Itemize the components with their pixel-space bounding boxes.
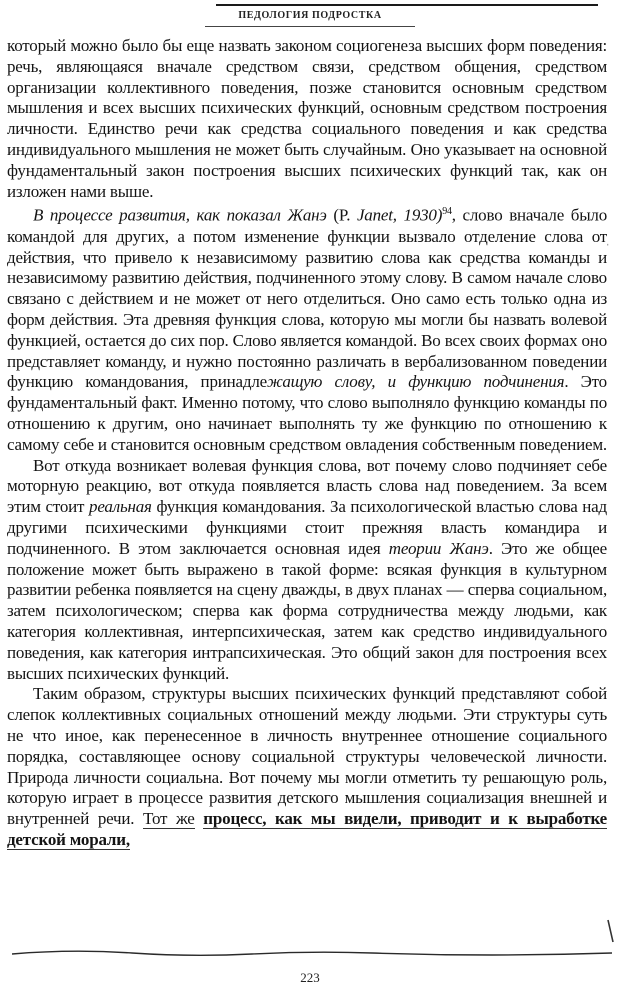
running-head-rule (205, 26, 415, 27)
italic-theory: теории Жанэ (388, 538, 489, 558)
top-rule (216, 4, 598, 6)
running-head: ПЕДОЛОГИЯ ПОДРОСТКА (238, 10, 382, 21)
underlined-phrase-1: Тот же (143, 809, 195, 829)
italic-mid: жащую слову, и функцию подчинения (266, 372, 565, 392)
italic-lead: В процессе развития, как показал Жанэ (33, 206, 327, 226)
body-text (7, 36, 607, 851)
paragraph-1-text: который можно было бы еще назвать законом социогенеза высших форм поведения: речь, являющаяся вначале средством связи, средством общения, средством организации коллективного поведения, позже становится основным средством мышления и всех высших психических функций, основным средством построения личности. Единство речи как средства социального поведения и как средства индивидуального мышления не может быть случайным. Оно указывает на основной фундаментальный закон построения высших психических функций так, как он изложен нами выше. (7, 36, 607, 201)
citation-open: (P. (326, 206, 357, 226)
pencil-tick-mark: ˈ (606, 242, 610, 254)
pencil-underline-wave (12, 948, 612, 962)
paragraph-2-part2: . Это фундаментальный факт. Именно потому, что слово выполняло функцию команды по отношению к другим, оно начинает выполнять ту же функцию по отношению к самому себе и становится основным средством овладения собственным поведением. (7, 372, 607, 454)
paragraph-4-part1: Таким образом, структуры высших психических функций представляют собой слепок коллективных социальных отношений между людьми. Эти структуры суть не что иное, как перенесенное в личность внутреннее отношение социального порядка, составляющее основу социальной структуры человеческой личности. Природа личности социальна. Вот почему мы могли отметить ту решающую роль, которую играет в процессе развития детского мышления социализация внешней и внутренней речи. (7, 684, 607, 829)
paragraph-3 (7, 456, 607, 685)
paragraph-1 (7, 36, 607, 202)
footnote-marker: 94 (442, 206, 452, 218)
italic-real: реальная (89, 497, 152, 517)
paragraph-2 (7, 202, 607, 455)
page-number: 223 (300, 970, 320, 985)
citation-italic: Janet, 1930) (356, 206, 443, 226)
underlined-phrase-2: процесс, как мы видели, приводит и к выработке детской морали, (7, 809, 607, 849)
paragraph-3-part2: функция командования. За психологической властью слова над другими психическими функциями стоит прежняя власть командира и подчиненного. В этом заключается основная идея (7, 497, 607, 558)
paragraph-4 (7, 684, 607, 850)
paragraph-2-part1: , слово вначале было командой для других, а потом изменение функции вызвало отделение слова от действия, что привело к независимому развитию слова как средства команды и независимому развитию действия, подчиненного этому слову. В самом начале слово связано с действием и не может от него отделиться. Оно само есть только одна из форм действия. Эта древняя функция слова, которую мы могли бы назвать волевой функцией, остается до сих пор. Слово является командой. Во всех своих формах оно представляет команду, и нужно постоянно различать в вербализованном поведении функцию командования, принадле (7, 206, 608, 392)
paragraph-3-part3: . Это же общее положение может быть выражено в такой форме: всякая функция в культурном развитии ребенка появляется на сцену дважды, в двух планах — сперва социальном, затем психологическом; сперва как форма сотрудничества между людьми, как категория коллективная, интерпсихическая, затем как средство индивидуального поведения, как категория интрапсихическая. Это общий закон для построения всех высших психических функций. (7, 538, 607, 683)
paragraph-3-part1: Вот откуда возникает волевая функция слова, вот почему слово подчиняет себе моторную реакцию, вот откуда появляется власть слова над поведением. За всем этим стоит (7, 455, 607, 517)
pencil-edge-mark (606, 918, 616, 944)
